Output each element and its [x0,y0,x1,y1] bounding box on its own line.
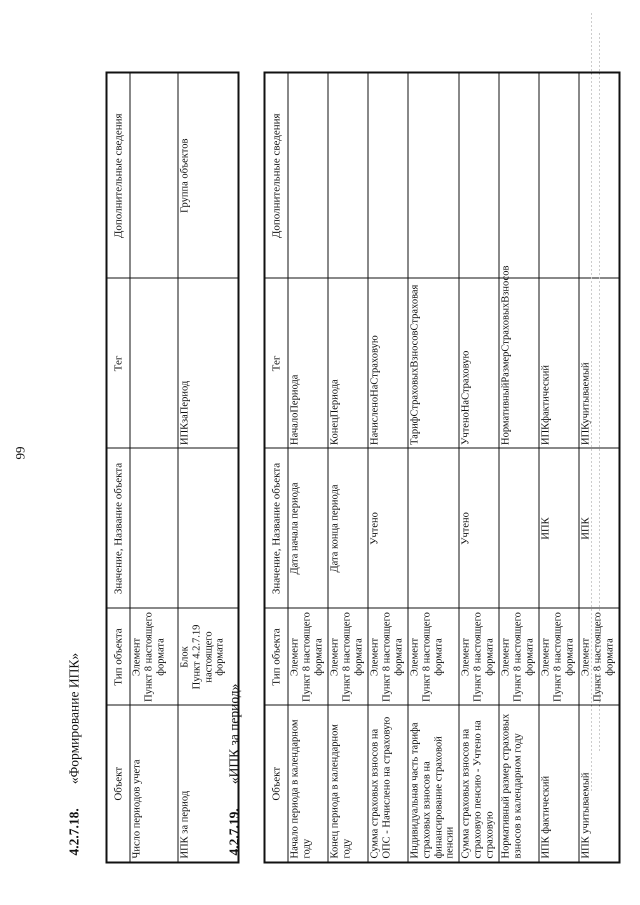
table-row [130,72,178,862]
table-cell: ИПК фактический [539,705,579,862]
column-header: Тип объекта [264,608,288,705]
table-cell: НормативныйРазмерСтраховыхВзносов [499,278,539,448]
table-cell: ИПК за период [178,705,238,862]
column-header: Дополнительные сведения [264,72,288,278]
table-cell [178,448,238,608]
table-cell: ИПК [579,448,619,608]
table-cell: ИПКфактический [539,278,579,448]
margin-stamp-lines [585,10,607,790]
table-cell [499,448,539,608]
table-cell: Учтено [459,448,499,608]
table-cell: Элемент Пункт 8 настоящего формата [499,608,539,705]
table-cell: Блок Пункт 4.2.7.19 настоящего формата [178,608,238,705]
table-cell: КонецПериода [328,278,368,448]
section-number: 4.2.7.19. [226,807,241,855]
column-header: Тип объекта [106,608,130,705]
table-cell: Учтено [368,448,408,608]
column-header: Тег [106,278,130,448]
table-cell [499,72,539,278]
table-cell: Нормативный размер страховых взносов в календарном году [499,705,539,862]
table-row [539,72,579,862]
table-cell: Элемент Пункт 8 настоящего формата [408,608,459,705]
table-row [288,72,328,862]
table-cell: Группа объектов [178,72,238,278]
table-row [459,72,499,862]
table-cell [130,278,178,448]
column-header: Тег [264,278,288,448]
table-cell [539,72,579,278]
table-cell [408,72,459,278]
table-cell: Индивидуальная часть тарифа страховых взносов на финансирование страховой пенсии [408,705,459,862]
table-cell [459,72,499,278]
table-cell: ИПКзаПериод [178,278,238,448]
table-header-row [264,72,288,862]
column-header: Объект [106,705,130,862]
table-cell: Начало периода в календарном году [288,705,328,862]
table-cell: ИПК [539,448,579,608]
section-number: 4.2.7.18. [66,807,81,855]
column-header: Объект [264,705,288,862]
table-cell: Элемент Пункт 8 настоящего формата [368,608,408,705]
table-cell: Элемент Пункт 8 настоящего формата [459,608,499,705]
table-cell: Сумма страховых взносов на ОПС - Начислено на страховую [368,705,408,862]
table-ipk-za-period [263,71,620,863]
table-row [408,72,459,862]
table-cell: НачалоПериода [288,278,328,448]
table-cell [368,72,408,278]
section-title: «Формирование ИПК» [66,652,81,784]
table-formirovanie-ipk [105,71,239,863]
column-header: Дополнительные сведения [106,72,130,278]
table-cell: ИПКучитываемый [579,278,619,448]
table-cell [130,448,178,608]
section-heading-2 [226,683,242,855]
table-cell: Сумма страховых взносов на страховую пенсию - Учтено на страховую [459,705,499,862]
table-cell: НачисленоНаСтраховую [368,278,408,448]
page-number: 99 [12,446,27,459]
table-cell: Дата начала периода [288,448,328,608]
column-header: Значение, Название объекта [264,448,288,608]
table-cell: Элемент Пункт 8 настоящего формата [328,608,368,705]
table-cell: Элемент Пункт 8 настоящего формата [288,608,328,705]
table-cell [288,72,328,278]
table-cell: Элемент Пункт 8 настоящего формата [579,608,619,705]
table-cell: Дата конца периода [328,448,368,608]
table-row [368,72,408,862]
table-cell [130,72,178,278]
table-cell: Число периодов учета [130,705,178,862]
table-cell: Элемент Пункт 8 настоящего формата [539,608,579,705]
section-heading-1 [66,652,82,855]
table-header-row [106,72,130,862]
table-cell: ИПК учитываемый [579,705,619,862]
table-row [328,72,368,862]
table-cell: Конец периода в календарном году [328,705,368,862]
table-cell: УчтеноНаСтраховую [459,278,499,448]
column-header: Значение, Название объекта [106,448,130,608]
table-cell: ТарифСтраховыхВзносовСтраховая [408,278,459,448]
table-cell [328,72,368,278]
section-title: «ИПК за период» [226,683,241,784]
table-cell [408,448,459,608]
table-row [499,72,539,862]
table-cell: Элемент Пункт 8 настоящего формата [130,608,178,705]
